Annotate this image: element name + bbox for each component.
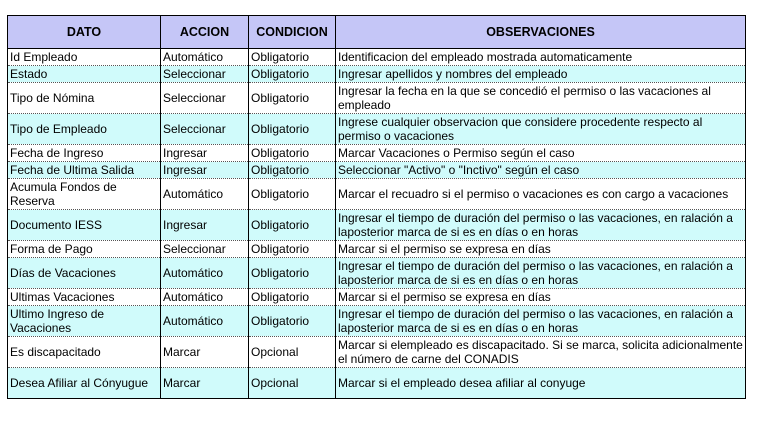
cell-dato: Ultimo Ingreso de Vacaciones [8, 306, 161, 337]
cell-accion: Seleccionar [161, 241, 249, 258]
cell-dato: Acumula Fondos de Reserva [8, 179, 161, 210]
cell-dato: Documento IESS [8, 210, 161, 241]
cell-observaciones: Marcar el recuadro si el permiso o vacaciones es con cargo a vacaciones [336, 179, 746, 210]
cell-condicion: Opcional [249, 368, 336, 399]
cell-accion: Marcar [161, 337, 249, 368]
cell-observaciones: Ingrese cualquier observacion que considere procedente respecto al permiso o vacaciones [336, 114, 746, 145]
cell-observaciones: Marcar si el permiso se expresa en días [336, 289, 746, 306]
cell-condicion: Obligatorio [249, 83, 336, 114]
cell-observaciones: Marcar si el permiso se expresa en días [336, 241, 746, 258]
cell-condicion: Obligatorio [249, 258, 336, 289]
table-row [8, 210, 746, 241]
cell-condicion: Obligatorio [249, 179, 336, 210]
table-row [8, 49, 746, 66]
cell-accion: Ingresar [161, 145, 249, 162]
fields-table [7, 15, 746, 399]
table-row [8, 241, 746, 258]
table-row [8, 66, 746, 83]
cell-condicion: Obligatorio [249, 66, 336, 83]
table-row [8, 289, 746, 306]
cell-condicion: Obligatorio [249, 241, 336, 258]
cell-condicion: Obligatorio [249, 145, 336, 162]
cell-condicion: Opcional [249, 337, 336, 368]
cell-condicion: Obligatorio [249, 114, 336, 145]
fields-table-container [7, 15, 746, 399]
cell-accion: Automático [161, 179, 249, 210]
cell-observaciones: Marcar si el empleado desea afiliar al conyuge [336, 368, 746, 399]
cell-condicion: Obligatorio [249, 306, 336, 337]
cell-observaciones: Ingresar el tiempo de duración del permiso o las vacaciones, en ralación a laposterior marca de si es en días o en horas [336, 258, 746, 289]
cell-dato: Fecha de Ingreso [8, 145, 161, 162]
cell-observaciones: Ingresar apellidos y nombres del empleado [336, 66, 746, 83]
cell-accion: Marcar [161, 368, 249, 399]
cell-dato: Fecha de Ultima Salida [8, 162, 161, 179]
cell-accion: Automático [161, 289, 249, 306]
cell-dato: Es discapacitado [8, 337, 161, 368]
table-row [8, 162, 746, 179]
cell-observaciones: Seleccionar "Activo" o "Inctivo" según el caso [336, 162, 746, 179]
table-row [8, 114, 746, 145]
table-row [8, 368, 746, 399]
table-row [8, 306, 746, 337]
cell-accion: Seleccionar [161, 114, 249, 145]
cell-dato: Tipo de Empleado [8, 114, 161, 145]
cell-condicion: Obligatorio [249, 289, 336, 306]
cell-observaciones: Marcar si elempleado es discapacitado. Si se marca, solicita adicionalmente el número de carne del CONADIS [336, 337, 746, 368]
header-dato: DATO [8, 16, 161, 49]
table-row [8, 83, 746, 114]
cell-observaciones: Ingresar la fecha en la que se concedió el permiso o las vacaciones al empleado [336, 83, 746, 114]
header-condicion: CONDICION [249, 16, 336, 49]
cell-accion: Automático [161, 306, 249, 337]
cell-observaciones: Ingresar el tiempo de duración del permiso o las vacaciones, en ralación a laposterior marca de si es en días o en horas [336, 210, 746, 241]
cell-dato: Estado [8, 66, 161, 83]
cell-accion: Seleccionar [161, 66, 249, 83]
table-row [8, 145, 746, 162]
table-header-row [8, 16, 746, 49]
cell-dato: Tipo de Nómina [8, 83, 161, 114]
cell-accion: Ingresar [161, 162, 249, 179]
cell-observaciones: Ingresar el tiempo de duración del permiso o las vacaciones, en ralación a laposterior marca de si es en días o en horas [336, 306, 746, 337]
header-accion: ACCION [161, 16, 249, 49]
cell-dato: Desea Afiliar al Cónyugue [8, 368, 161, 399]
cell-dato: Id Empleado [8, 49, 161, 66]
cell-dato: Días de Vacaciones [8, 258, 161, 289]
cell-condicion: Obligatorio [249, 210, 336, 241]
table-row [8, 337, 746, 368]
cell-accion: Automático [161, 258, 249, 289]
cell-dato: Forma de Pago [8, 241, 161, 258]
cell-accion: Seleccionar [161, 83, 249, 114]
cell-accion: Ingresar [161, 210, 249, 241]
cell-observaciones: Identificacion del empleado mostrada automaticamente [336, 49, 746, 66]
cell-condicion: Obligatorio [249, 49, 336, 66]
header-observaciones: OBSERVACIONES [336, 16, 746, 49]
table-row [8, 258, 746, 289]
cell-observaciones: Marcar Vacaciones o Permiso según el caso [336, 145, 746, 162]
cell-condicion: Obligatorio [249, 162, 336, 179]
cell-accion: Automático [161, 49, 249, 66]
cell-dato: Ultimas Vacaciones [8, 289, 161, 306]
table-row [8, 179, 746, 210]
